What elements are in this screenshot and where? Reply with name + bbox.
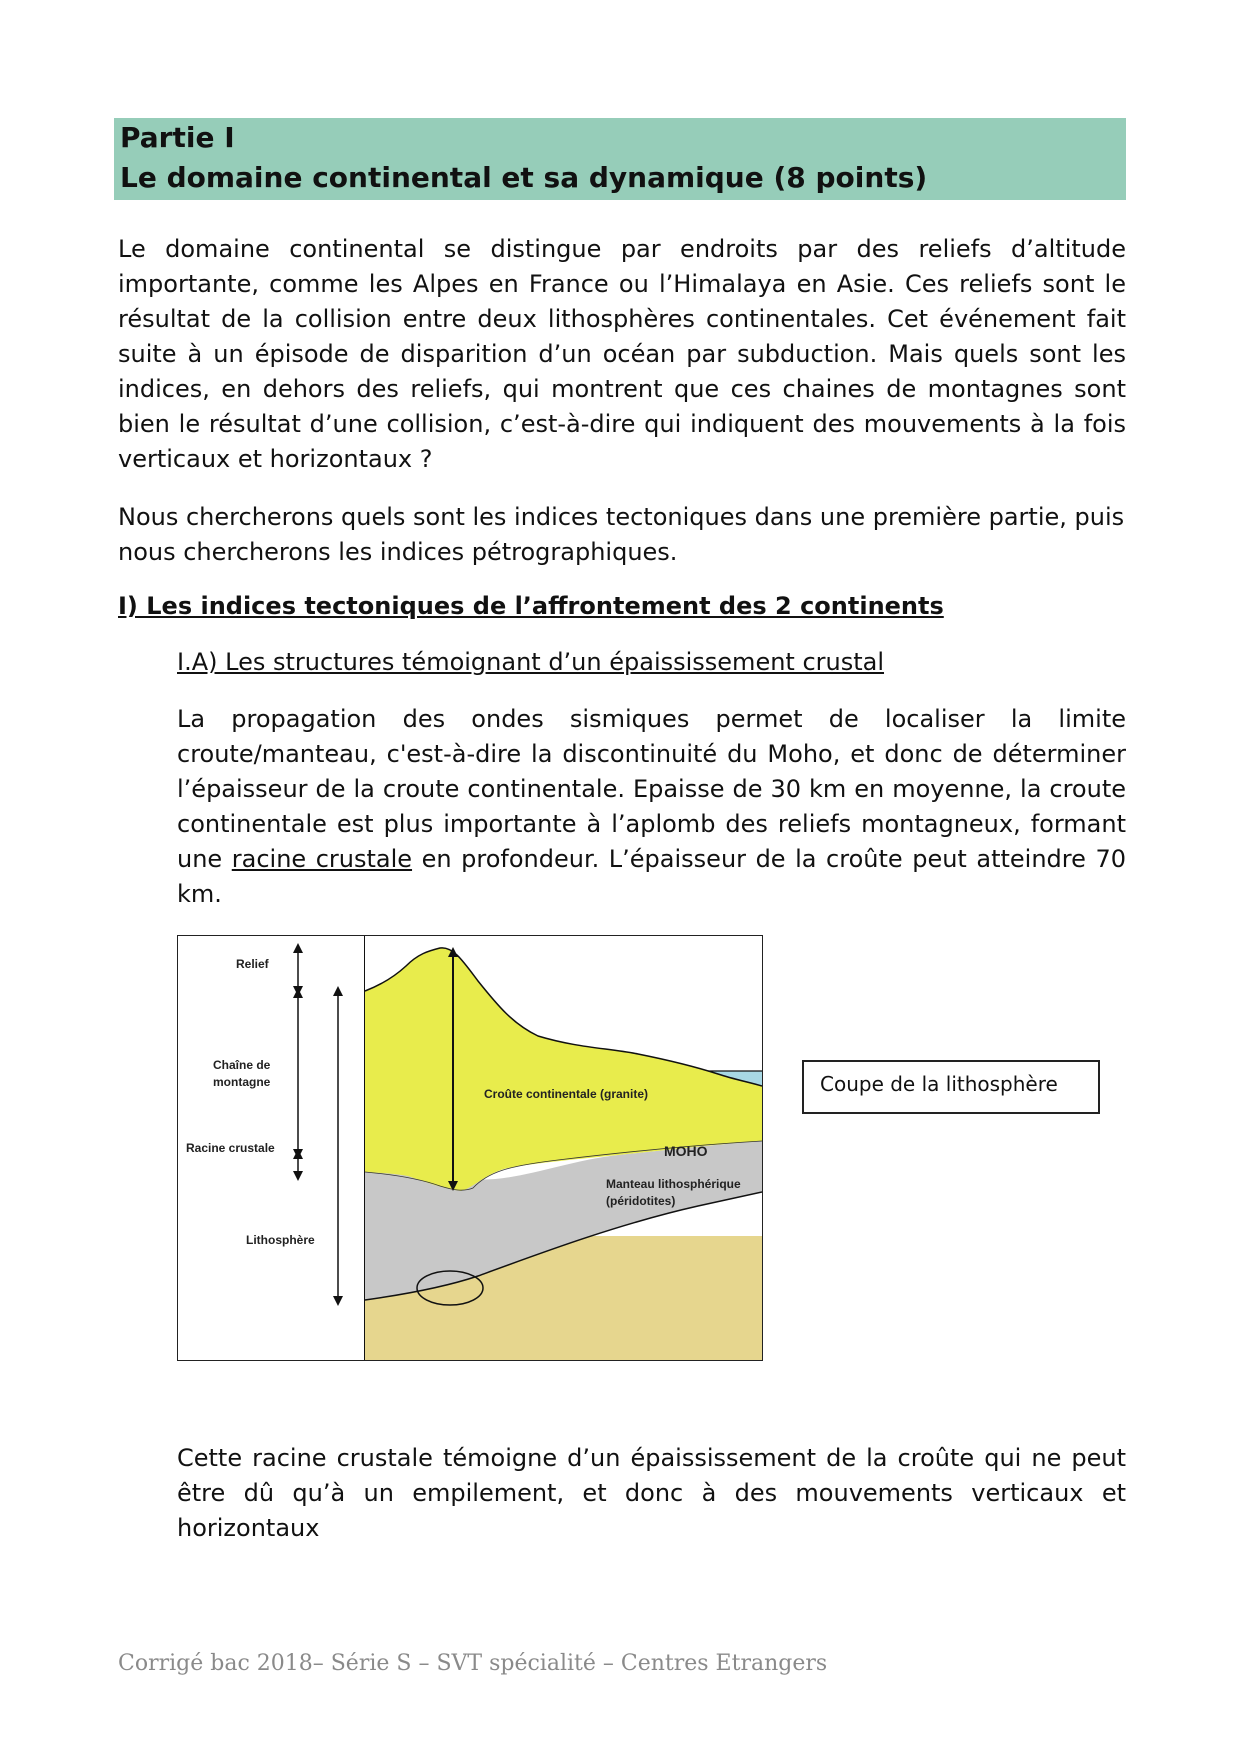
label-relief: Relief xyxy=(236,957,269,971)
racine-crustale-term: racine crustale xyxy=(231,845,413,873)
label-croute: Croûte continentale (granite) xyxy=(484,1087,649,1101)
page-footer: Corrigé bac 2018– Série S – SVT spécialité – Centres Etrangers xyxy=(118,1651,828,1676)
section-paragraph-1 xyxy=(177,702,1126,912)
label-chaine-1: Chaîne de xyxy=(213,1058,271,1072)
part-label: Partie I xyxy=(120,121,235,154)
section-heading: I) Les indices tectoniques de l’affrontement des 2 continents xyxy=(118,592,944,620)
section-paragraph-1-start: La propagation des ondes sismiques permet de localiser la limite croute/manteau, c'est-à-dire la discontinuité du Moho, et donc de déterminer l’épaisseur de la croute continentale. Epaisse de 30 km en moyenne, la croute continentale est plus importante à l’aplomb des reliefs montagneux, formant une xyxy=(177,705,1126,873)
label-manteau-2: (péridotites) xyxy=(606,1194,676,1208)
part-title: Le domaine continental et sa dynamique (8 points) xyxy=(120,161,928,194)
lithosphere-section-figure xyxy=(177,935,763,1361)
section-paragraph-2: Cette racine crustale témoigne d’un épaississement de la croûte qui ne peut être dû qu’à un empilement, et donc à des mouvements verticaux et horizontaux xyxy=(177,1444,1126,1542)
label-moho: MOHO xyxy=(664,1143,708,1159)
label-lithosphere: Lithosphère xyxy=(246,1233,315,1247)
figure-caption-box xyxy=(802,1060,1100,1114)
figure-caption: Coupe de la lithosphère xyxy=(820,1072,1058,1096)
section-paragraph-1-end: en profondeur. L’épaisseur de la croûte peut atteindre 70 km. xyxy=(177,845,1126,908)
intro-paragraph-1: Le domaine continental se distingue par endroits par des reliefs d’altitude importante, comme les Alpes en France ou l’Himalaya en Asie. Ces reliefs sont le résultat de la collision entre deux lithosphères continentales. Cet événement fait suite à un épisode de disparition d’un océan par subduction. Mais quels sont les indices, en dehors des reliefs, qui montrent que ces chaines de montagnes sont bien le résultat d’une collision, c’est-à-dire qui indiquent des mouvements à la fois verticaux et horizontaux ? xyxy=(118,235,1126,473)
lithosphere-diagram xyxy=(178,936,762,1360)
subsection-heading: I.A) Les structures témoignant d’un épaississement crustal xyxy=(177,648,885,676)
part-header xyxy=(114,118,1126,200)
intro-paragraph-2: Nous chercherons quels sont les indices tectoniques dans une première partie, puis nous chercherons les indices pétrographiques. xyxy=(118,503,1125,566)
label-racine: Racine crustale xyxy=(186,1141,275,1155)
label-manteau-1: Manteau lithosphérique xyxy=(606,1177,741,1191)
label-chaine-2: montagne xyxy=(213,1075,271,1089)
